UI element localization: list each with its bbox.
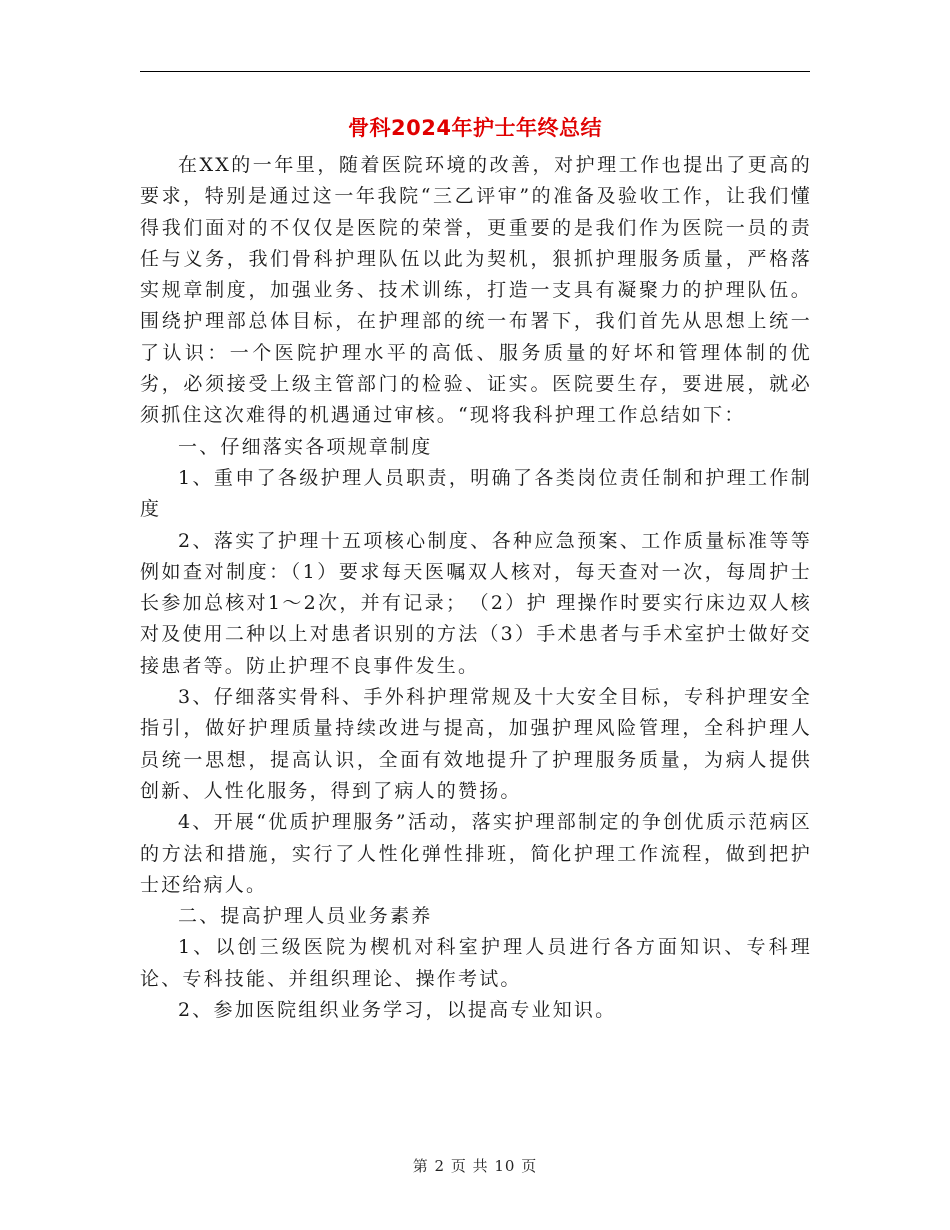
paragraph-2-1: 1、以创三级医院为楔机对科室护理人员进行各方面知识、专科理论、专科技能、并组织理论、操作考试。 [140,936,812,990]
paragraph-1-2: 2、落实了护理十五项核心制度、各种应急预案、工作质量标准等等例如查对制度：（1）要求每天医嘱双人核对，每天查对一次，每周护士长参加总核对1～2次，并有记录； （2）护 理操作时要实行床边双人核对及使用二种以上对患者识别的方法（3）手术患者与手术室护士做好交接患者等。防止护理不良事件发生。 [140,529,812,677]
paragraph-1-1: 1、重申了各级护理人员职责，明确了各类岗位责任制和护理工作制度 [140,466,812,521]
paragraph-intro: 在XX的一年里，随着医院环境的改善，对护理工作也提出了更高的要求，特别是通过这一年我院“三乙评审”的准备及验收工作，让我们懂得我们面对的不仅仅是医院的荣誉，更重要的是我们作为医院一员的责任与义务，我们骨科护理队伍以此为契机，狠抓护理服务质量，严格落实规章制度，加强业务、技术训练，打造一支具有凝聚力的护理队伍。围绕护理部总体目标，在护理部的统一布署下，我们首先从思想上统一了认识：一个医院护理水平的高低、服务质量的好坏和管理体制的优劣，必须接受上级主管部门的检验、证实。医院要生存，要进展，就必须抓住这次难得的机遇通过审核。“现将我科护理工作总结如下： [140,154,812,427]
document-body [140,150,812,1026]
section-heading-2: 二、提高护理人员业务素养 [178,905,433,928]
section-heading-1: 一、仔细落实各项规章制度 [178,435,433,458]
page-number-footer: 第 2 页 共 10 页 [412,1157,538,1175]
paragraph-1-3: 3、仔细落实骨科、手外科护理常规及十大安全目标，专科护理安全指引，做好护理质量持续改进与提高，加强护理风险管理，全科护理人员统一思想，提高认识，全面有效地提升了护理服务质量，为病人提供创新、人性化服务，得到了病人的赞扬。 [140,686,812,802]
page-title: 骨科2024年护士年终总结 [348,116,602,140]
paragraph-1-4: 4、开展“优质护理服务”活动，落实护理部制定的争创优质示范病区的方法和措施，实行了人性化弹性排班，简化护理工作流程，做到把护士还给病人。 [140,811,812,896]
header-rule [140,71,810,72]
paragraph-2-2: 2、参加医院组织业务学习，以提高专业知识。 [178,999,617,1022]
